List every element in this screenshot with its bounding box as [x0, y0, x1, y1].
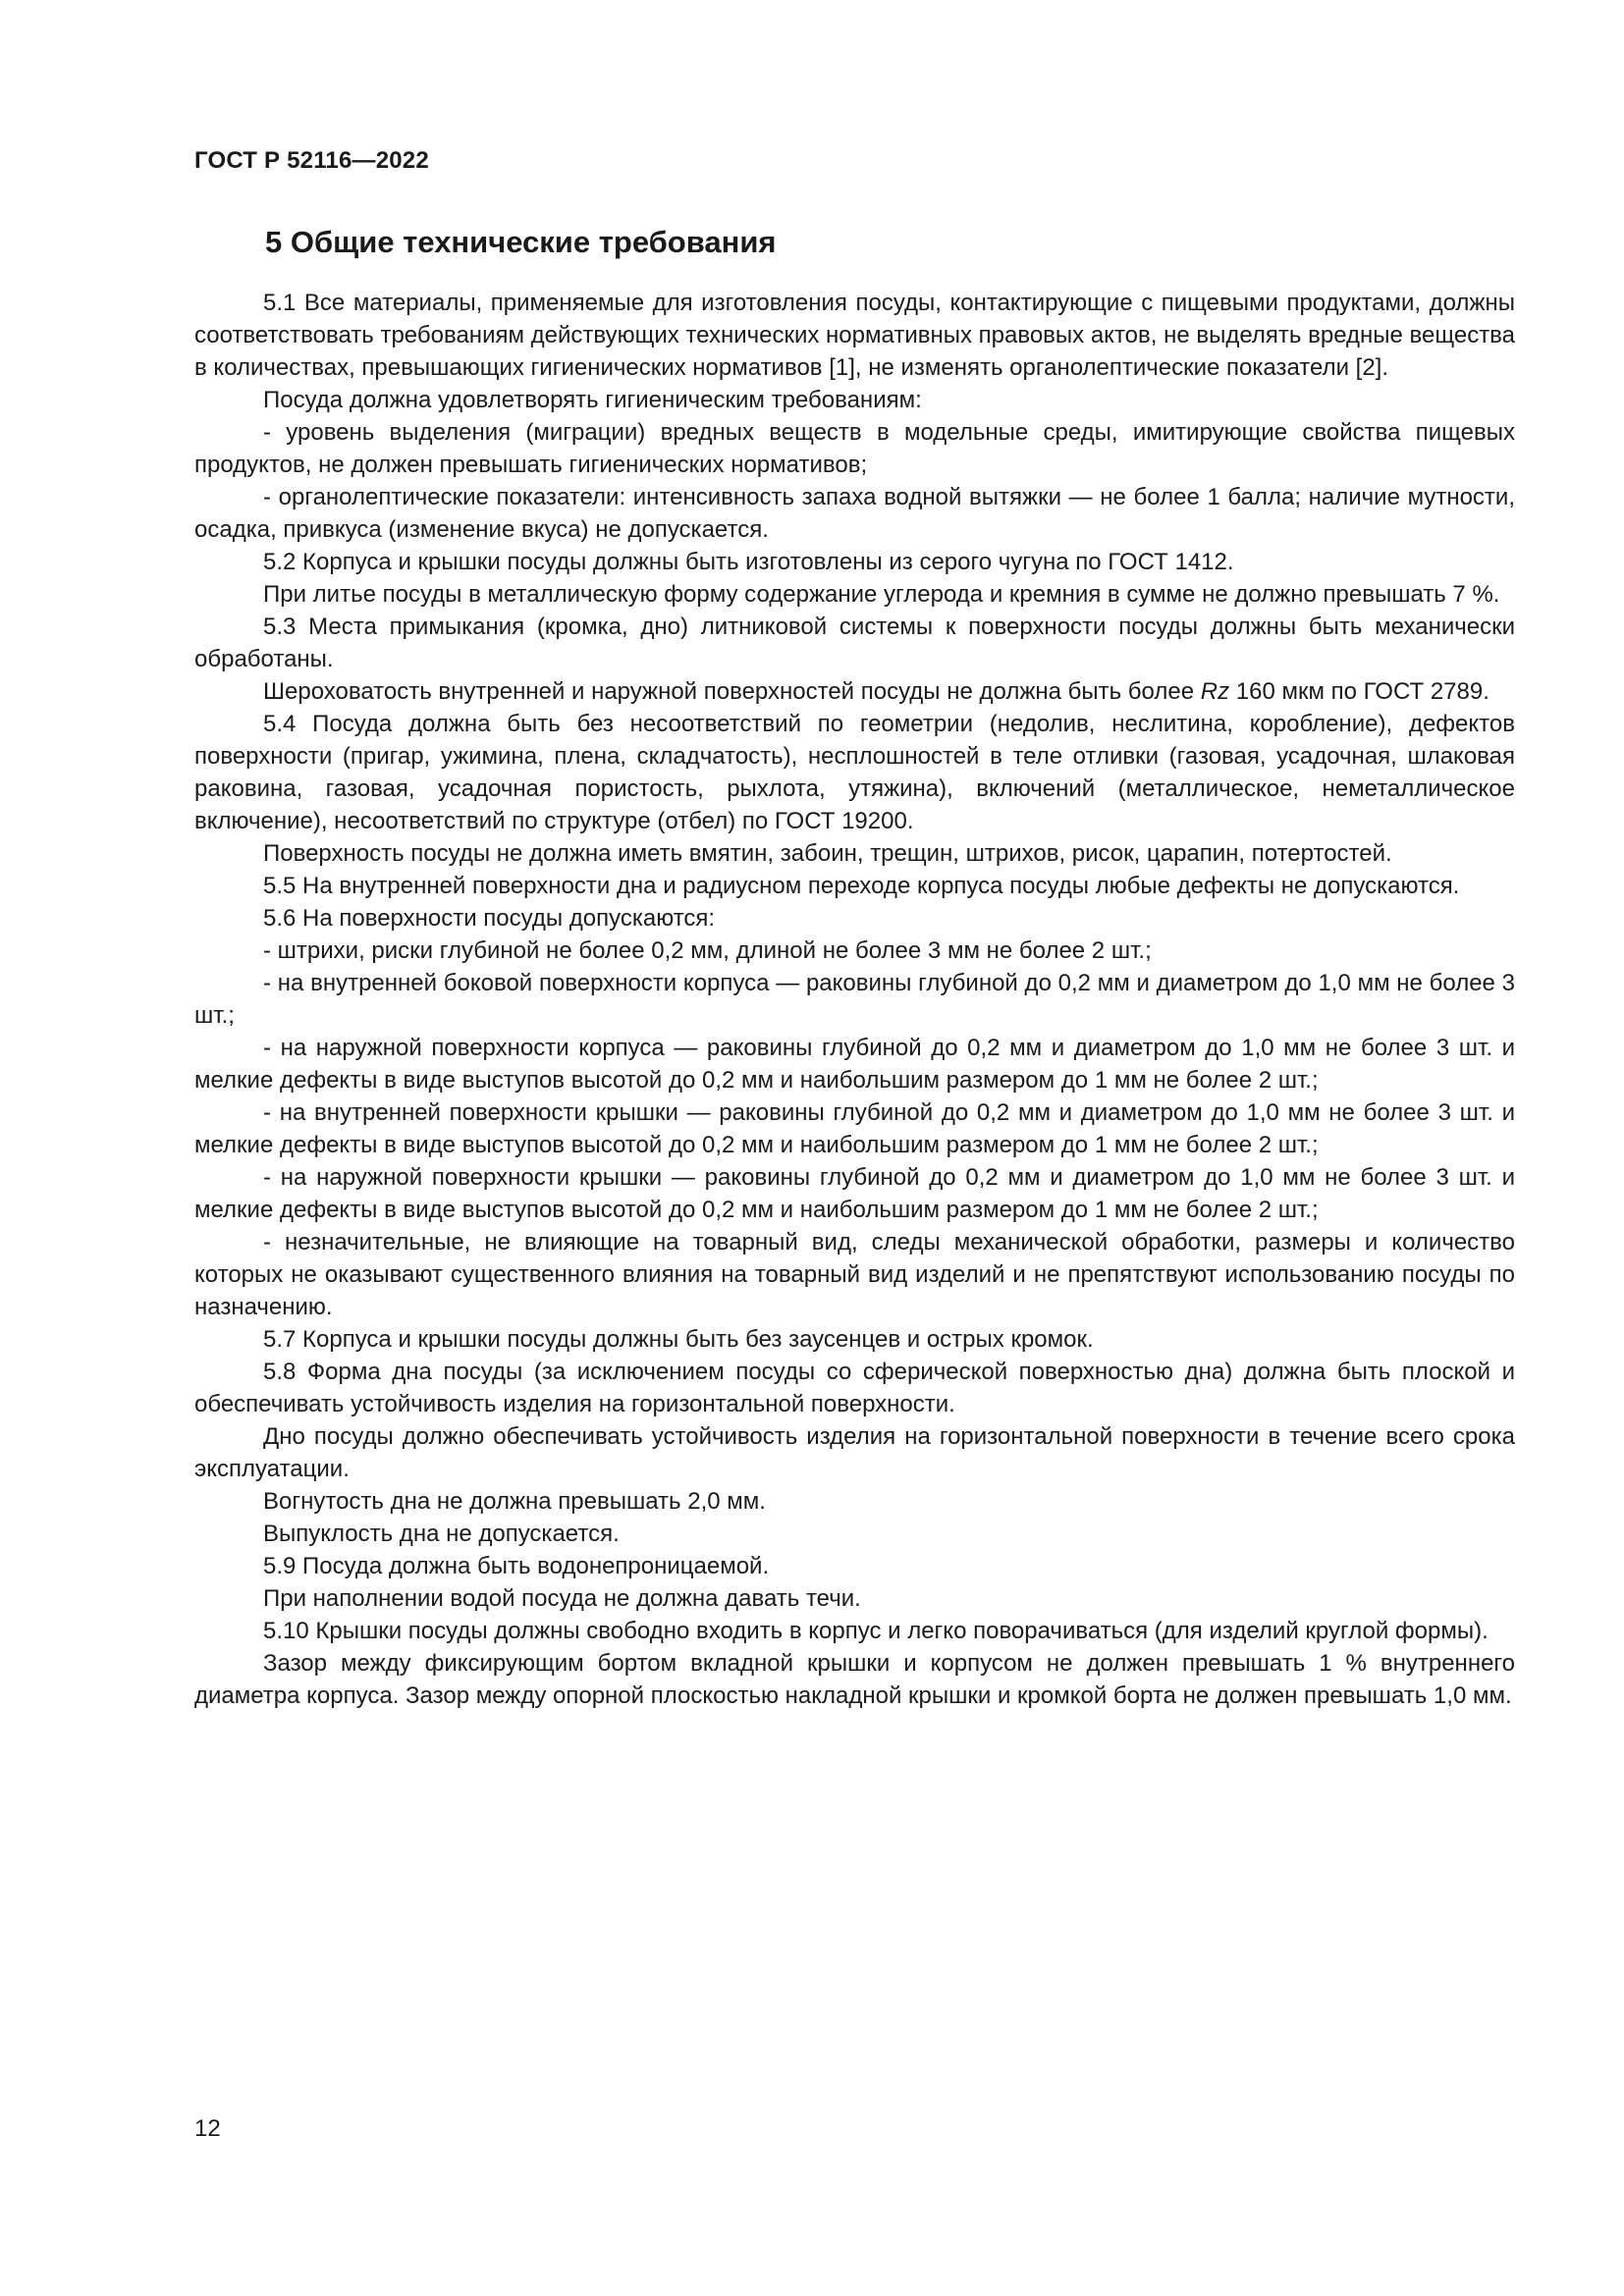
paragraph: Посуда должна удовлетворять гигиеническим требованиям: — [263, 387, 922, 413]
paragraph: - незначительные, не влияющие на товарный вид, следы механической обработки, размеры и количество которых не оказывают существенного влияния на товарный вид изделий и не препятствуют использованию посуды по назначению. — [194, 1229, 1515, 1320]
paragraph: Выпуклость дна не допускается. — [263, 1521, 620, 1547]
paragraph: 5.3 Места примыкания (кромка, дно) литниковой системы к поверхности посуды должны быть механически обработаны. — [194, 614, 1515, 672]
paragraph: - на наружной поверхности крышки — раковины глубиной до 0,2 мм и диаметром до 1,0 мм не более 3 шт. и мелкие дефекты в виде выступов высотой до 0,2 мм и наибольшим размером до 1 мм не более 2 шт.; — [194, 1164, 1515, 1223]
paragraph: 5.4 Посуда должна быть без несоответствий по геометрии (недолив, неслитина, коробление), дефектов поверхности (пригар, ужимина, плена, складчатость), несплошностей в теле отливки (газовая, усадочная, шлаковая раковина, газовая, усадочная пористость, рыхлота, утяжина), включений (металлическое, неметаллическое включение), несоответствий по структуре (отбел) по ГОСТ 19200. — [194, 711, 1515, 834]
paragraph: Шероховатость внутренней и наружной поверхностей посуды не должна быть более Rz 160 мкм по ГОСТ 2789. — [263, 678, 1489, 705]
paragraph: - штрихи, риски глубиной не более 0,2 мм, длиной не более 3 мм не более 2 шт.; — [263, 937, 1152, 964]
paragraph: При литье посуды в металлическую форму содержание углерода и кремния в сумме не должно превышать 7 %. — [263, 581, 1500, 608]
paragraph: При наполнении водой посуда не должна давать течи. — [263, 1585, 861, 1612]
paragraph: - на наружной поверхности корпуса — раковины глубиной до 0,2 мм и диаметром до 1,0 мм не более 3 шт. и мелкие дефекты в виде выступов высотой до 0,2 мм и наибольшим размером до 1 мм не более 2 шт.; — [194, 1035, 1515, 1094]
paragraph: Поверхность посуды не должна иметь вмятин, забоин, трещин, штрихов, рисок, царапин, потертостей. — [263, 840, 1392, 867]
paragraph: 5.2 Корпуса и крышки посуды должны быть изготовлены из серого чугуна по ГОСТ 1412. — [263, 549, 1234, 575]
paragraph: - органолептические показатели: интенсивность запаха водной вытяжки — не более 1 балла; наличие мутности, осадка, привкуса (изменение вкуса) не допускается. — [194, 484, 1515, 543]
paragraph: Зазор между фиксирующим бортом вкладной крышки и корпусом не должен превышать 1 % внутреннего диаметра корпуса. Зазор между опорной плоскостью накладной крышки и кромкой борта не должен превышать 1,0 мм. — [194, 1650, 1515, 1709]
paragraph: 5.9 Посуда должна быть водонепроницаемой. — [263, 1553, 770, 1579]
paragraph: - на внутренней боковой поверхности корпуса — раковины глубиной до 0,2 мм и диаметром до 1,0 мм не более 3 шт.; — [194, 970, 1515, 1029]
paragraph: 5.6 На поверхности посуды допускаются: — [263, 905, 716, 932]
paragraph: - уровень выделения (миграции) вредных веществ в модельные среды, имитирующие свойства пищевых продуктов, не должен превышать гигиенических нормативов; — [194, 419, 1515, 478]
paragraph: - на внутренней поверхности крышки — раковины глубиной до 0,2 мм и диаметром до 1,0 мм не более 3 шт. и мелкие дефекты в виде выступов высотой до 0,2 мм и наибольшим размером до 1 мм не более 2 шт.; — [194, 1099, 1515, 1158]
section-body — [194, 287, 1515, 1712]
paragraph: Дно посуды должно обеспечивать устойчивость изделия на горизонтальной поверхности в течение всего срока эксплуатации. — [194, 1423, 1515, 1482]
paragraph: Вогнутость дна не должна превышать 2,0 мм. — [263, 1488, 766, 1515]
paragraph: 5.7 Корпуса и крышки посуды должны быть без заусенцев и острых кромок. — [263, 1326, 1094, 1353]
paragraph: 5.10 Крышки посуды должны свободно входить в корпус и легко поворачиваться (для изделий круглой формы). — [263, 1618, 1489, 1644]
document-header: ГОСТ Р 52116—2022 — [194, 147, 429, 174]
section-title: 5 Общие технические требования — [265, 225, 777, 259]
paragraph: 5.5 На внутренней поверхности дна и радиусном переходе корпуса посуды любые дефекты не допускаются. — [263, 873, 1460, 899]
page-number: 12 — [194, 2115, 221, 2142]
paragraph: 5.8 Форма дна посуды (за исключением посуды со сферической поверхностью дна) должна быть плоской и обеспечивать устойчивость изделия на горизонтальной поверхности. — [194, 1359, 1515, 1417]
paragraph: 5.1 Все материалы, применяемые для изготовления посуды, контактирующие с пищевыми продуктами, должны соответствовать требованиям действующих технических нормативных правовых актов, не выделять вредные вещества в количествах, превышающих гигиенических нормативов [1], не изменять органолептические показатели [2]. — [194, 290, 1516, 381]
